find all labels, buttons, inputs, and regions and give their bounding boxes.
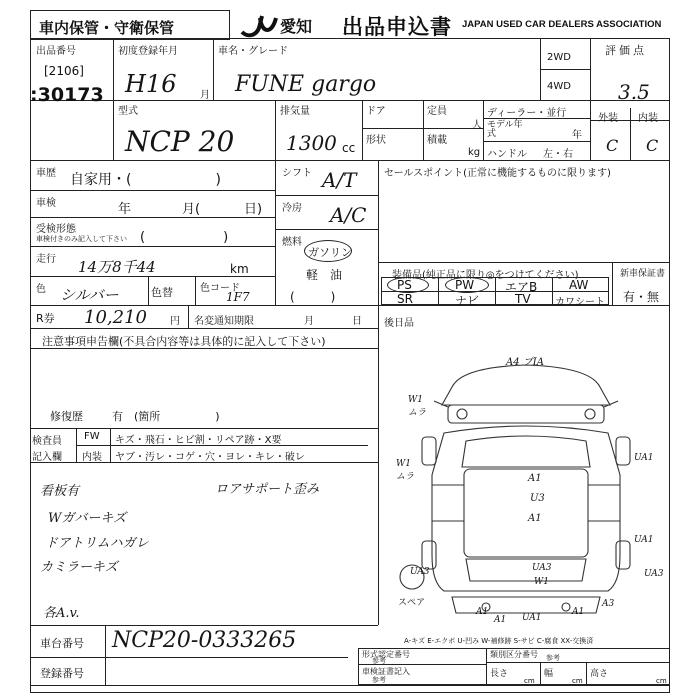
car-name-value: FUNE gargo [235, 72, 377, 97]
model-year-label: モデル年式 [487, 120, 523, 139]
class-number-label: 類別区分番号 [490, 650, 538, 659]
width-unit: cm [572, 677, 583, 685]
damage-mark-15: UA1 [522, 613, 542, 623]
mileage-label: 走行 [36, 254, 56, 265]
damage-mark-3: A1 [528, 473, 542, 484]
model-year-unit: 年 [572, 130, 582, 141]
reception-label: 受検形態 [36, 224, 76, 235]
history-label: 車歴 [36, 168, 56, 179]
tax-month: 月 [304, 316, 314, 327]
mileage-value: 14万8千44 [78, 258, 156, 276]
damage-mark-2: W1 ムラ [408, 395, 427, 418]
inspection-day: 日) [244, 202, 263, 217]
form-title: 出品申込書 [342, 15, 452, 39]
shift-label: シフト [282, 168, 312, 179]
fuel-paren: ( ) [290, 290, 336, 304]
fuel-gas: ガソリン [308, 246, 352, 259]
recycle-label: R券 [36, 312, 55, 325]
model-code-value: NCP 20 [125, 125, 235, 158]
dealer-label: ディーラー・並行 [487, 108, 567, 119]
ju-logo [238, 12, 278, 38]
damage-mark-13: A1 [476, 607, 489, 617]
equip-ps: PS [397, 278, 412, 292]
chassis-label: 車台番号 [40, 637, 84, 650]
model-code-label: 型式 [118, 106, 138, 117]
equip-aw: AW [569, 278, 589, 292]
shape-label: 形状 [366, 135, 386, 146]
shift-value: A/T [322, 168, 357, 192]
org-name: 愛知 [280, 17, 313, 36]
class-number-ref: 参考 [546, 654, 560, 662]
cert-number-ref: 参考 [372, 657, 386, 665]
equip-navi: ナビ [455, 294, 480, 308]
mileage-unit: km [230, 262, 249, 276]
damage-mark-14: A1 [572, 607, 585, 617]
damage-mark-4: U3 [530, 493, 545, 504]
recycle-unit: 円 [170, 316, 180, 327]
damage-mark-9: UA3 [532, 563, 552, 573]
lot-number-label: 出品番号 [36, 46, 76, 57]
damage-mark-7: UA1 [634, 453, 654, 463]
spare-tire-label: スペア [398, 598, 426, 608]
note-line-4: ドアトリムハガレ [45, 536, 149, 551]
fuel-label: 燃料 [282, 237, 302, 248]
inspector-fw: FW [84, 431, 100, 442]
equip-tv: TV [515, 292, 531, 306]
inspection-year: 年 [118, 202, 132, 217]
damage-legend: A-キズ E-エクボ U-凹み W-補修跡 S-サビ C-腐食 XX-交換済 [404, 637, 594, 645]
damage-mark-11: UA3 [410, 567, 430, 577]
exterior-label: 外装 [598, 113, 618, 124]
handle-label: ハンドル [487, 149, 527, 160]
tax-day: 日 [352, 316, 362, 327]
displacement-label: 排気量 [280, 106, 310, 117]
note-line-3: Wガバーキズ [48, 511, 127, 526]
damage-mark-16: A1 [494, 615, 507, 625]
capacity-unit: 人 [472, 120, 482, 131]
color-code-label: 色コード [200, 283, 240, 294]
fuel-diesel: 軽 油 [306, 268, 343, 282]
car-damage-diagram [382, 345, 670, 625]
cert-number-label: 形式認定番号 [362, 650, 410, 659]
equip-pw-circle [445, 277, 489, 293]
color-change-label: 色替 [151, 286, 173, 299]
displacement-value: 1300 [286, 131, 337, 155]
note-line-1: 看板有 [40, 484, 80, 499]
chassis-number: NCP20-0333265 [112, 628, 297, 653]
length-unit: cm [524, 677, 535, 685]
displacement-unit: cc [342, 141, 356, 155]
recycle-value: 10,210 [84, 307, 147, 328]
inspector-entry-label: 記入欄 [32, 452, 62, 463]
load-label: 積載 [427, 135, 447, 146]
damage-mark-1: A4 プIA [506, 357, 544, 368]
equip-airbag: エアB [505, 280, 538, 294]
sales-point-label: セールスポイント(正常に機能するものに限ります) [384, 168, 611, 179]
note-line-6: 各A.v. [43, 606, 80, 621]
color-label: 色 [36, 284, 46, 295]
door-label: ドア [366, 106, 386, 117]
score-value: 3.5 [618, 80, 650, 104]
equip-ps-circle [387, 277, 429, 293]
auth-label: 車検証書記入 [362, 667, 410, 676]
lot-sub-number: [2106] [44, 64, 84, 78]
color-code-value: 1F7 [226, 290, 250, 304]
aircon-label: 冷房 [282, 203, 302, 214]
equip-sr: SR [397, 292, 413, 306]
registration-label: 登録番号 [40, 667, 84, 680]
capacity-label: 定員 [427, 106, 447, 117]
notes-label: 注意事項申告欄(不具合内容等は具体的に記入して下さい) [42, 335, 326, 348]
drive-4wd: 4WD [547, 81, 571, 92]
inspector-interior: 内装 [82, 452, 102, 463]
equip-pw: PW [455, 278, 475, 292]
auth-ref: 参考 [372, 676, 386, 684]
load-unit: kg [468, 147, 481, 158]
storage-label: 車内保管・守衛保管 [30, 10, 230, 40]
damage-mark-5: A1 [528, 513, 542, 524]
after-fit-label: 後日品 [384, 318, 414, 329]
damage-mark-6: W1 ムラ [396, 459, 415, 482]
length-label: 長さ [490, 669, 509, 679]
note-line-2: ロアサポート歪み [215, 482, 320, 497]
warranty-label: 新車保証書 [620, 269, 666, 279]
history-value: 自家用・( ) [70, 172, 221, 188]
first-registration-unit: 月 [200, 90, 210, 101]
damage-mark-12: UA3 [644, 569, 664, 579]
first-registration-label: 初度登録年月 [118, 46, 178, 57]
inspection-label: 車検 [36, 198, 56, 209]
warranty-value: 有・無 [623, 290, 660, 304]
handle-value: 左・右 [543, 149, 573, 160]
exterior-value: C [606, 136, 619, 155]
lot-number: :30173 [30, 84, 104, 106]
score-label: 評価点 [605, 44, 647, 57]
tax-label: 名変通知期限 [194, 316, 254, 327]
inspection-month: 月( [182, 202, 201, 217]
first-registration-value: H16 [125, 70, 177, 98]
interior-label: 内装 [638, 113, 658, 124]
aircon-value: A/C [330, 203, 367, 227]
inspector-interior-items: ヤブ・汚レ・コゲ・穴・ヨレ・キレ・破レ [115, 452, 305, 463]
height-unit: cm [656, 677, 667, 685]
car-name-label: 車名・グレード [218, 46, 288, 57]
repair-label: 修復歴 [50, 410, 83, 423]
reception-note: 車検付きのみ記入して下さい [36, 235, 127, 243]
equip-seat: カワシート [555, 297, 605, 308]
width-label: 幅 [544, 669, 554, 679]
inspector-label: 検査員 [32, 436, 62, 447]
repair-value: 有 (箇所 ) [112, 410, 220, 423]
equipment-label: 装備品(純正品に限り◎をつけてください) [392, 270, 579, 281]
color-value: シルバー [60, 286, 119, 304]
reception-paren: ( ) [140, 230, 229, 245]
interior-value: C [646, 136, 659, 155]
equipment-grid [381, 277, 609, 308]
association-name: JAPAN USED CAR DEALERS ASSOCIATION [462, 19, 662, 30]
drive-2wd: 2WD [547, 52, 571, 63]
damage-mark-8: UA1 [634, 535, 654, 545]
damage-mark-10: W1 [534, 577, 549, 587]
note-line-5: カミラーキズ [40, 560, 118, 575]
height-label: 高さ [590, 669, 609, 679]
inspector-fw-items: キズ・飛石・ヒビ割・リペア跡・X要 [115, 435, 282, 446]
damage-mark-17: A3 [602, 599, 615, 609]
